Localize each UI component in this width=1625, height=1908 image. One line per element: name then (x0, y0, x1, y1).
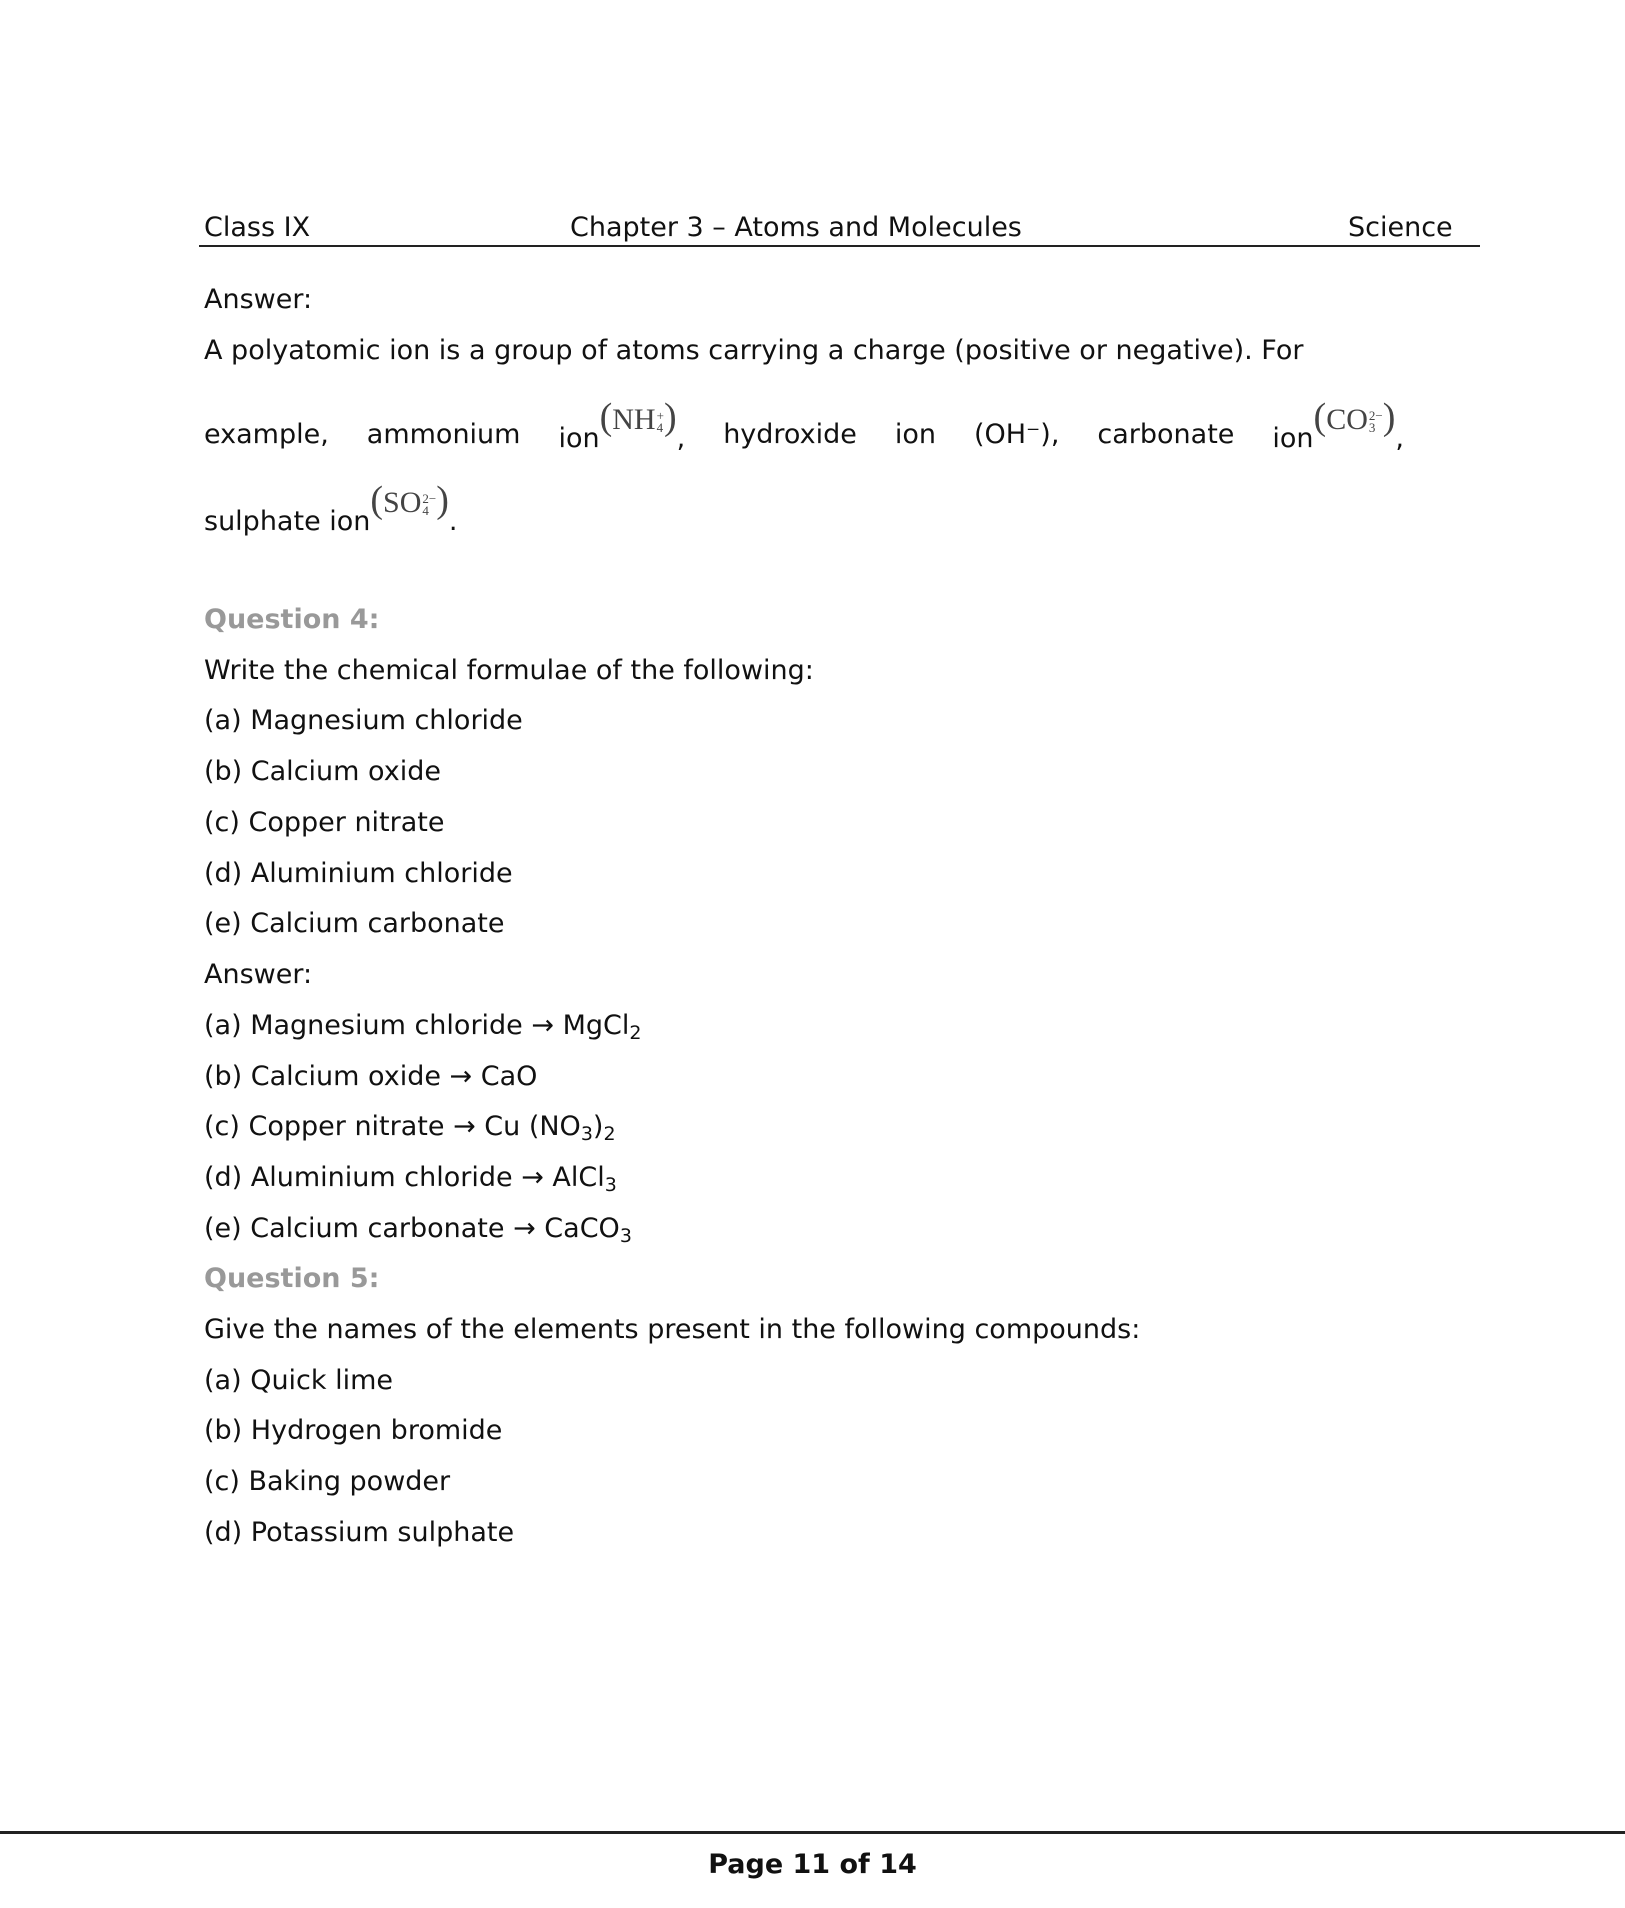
word: carbonate (1097, 419, 1235, 450)
question-4-answer (204, 1060, 537, 1094)
formula-charge: 2− (422, 491, 437, 507)
subscript: 2 (603, 1123, 616, 1145)
question-5-prompt: Give the names of the elements present in the following compounds: (204, 1314, 1141, 1345)
subscript: 2 (629, 1022, 642, 1044)
answer-text-line-1: A polyatomic ion is a group of atoms carrying a charge (positive or negative). For (204, 335, 1304, 366)
answer-text: ) (592, 1111, 604, 1142)
formula-subscript: 4 (656, 420, 664, 436)
word: ion (558, 423, 600, 454)
answer-text-line-2 (204, 396, 1404, 456)
question-5-item: (b) Hydrogen bromide (204, 1415, 503, 1446)
carbonate-formula: (CO 2− 3 ) (1313, 396, 1396, 438)
word: ion (1272, 423, 1314, 454)
question-5-item: (a) Quick lime (204, 1365, 394, 1396)
word: hydroxide (723, 419, 857, 450)
question-4-item: (e) Calcium carbonate (204, 908, 505, 939)
ammonium-formula: (NH + 4 ) (599, 396, 677, 438)
question-5-heading: Question 5: (204, 1263, 380, 1294)
question-4-prompt: Write the chemical formulae of the following: (204, 655, 814, 686)
word: ion (894, 419, 936, 450)
header-chapter: Chapter 3 – Atoms and Molecules (570, 212, 1022, 243)
header-subject: Science (1348, 212, 1453, 243)
subscript: 3 (580, 1123, 593, 1145)
question-4-answer (204, 1161, 617, 1202)
text: sulphate ion (204, 506, 371, 537)
header-divider (199, 245, 1480, 247)
question-4-answer-label: Answer: (204, 959, 313, 990)
answer-text: (c) Copper nitrate → Cu (NO (204, 1111, 581, 1142)
subscript: 3 (619, 1225, 632, 1247)
answer-text: (d) Aluminium chloride → AlCl (204, 1162, 605, 1193)
formula-base: CO (1326, 403, 1368, 436)
question-4-item: (c) Copper nitrate (204, 807, 445, 838)
period: . (448, 506, 458, 537)
subscript: 3 (604, 1174, 617, 1196)
answer-text: (a) Magnesium chloride → MgCl (204, 1010, 630, 1041)
question-5-item: (c) Baking powder (204, 1466, 451, 1497)
formula-subscript: 4 (422, 503, 429, 519)
word: (OH⁻), (973, 419, 1060, 450)
comma: , (676, 423, 686, 454)
formula-charge: 2− (1368, 408, 1383, 424)
ion-group (1272, 396, 1404, 456)
formula-charge: + (656, 408, 664, 424)
answer-text: (e) Calcium carbonate → CaCO (204, 1213, 620, 1244)
sulphate-formula: (SO 2− 4 ) (370, 479, 449, 521)
footer-divider (0, 1831, 1625, 1834)
ion-group (558, 396, 686, 456)
formula-base: SO (383, 486, 422, 519)
question-4-answer (204, 1110, 616, 1151)
comma: , (1395, 423, 1404, 454)
answer-label: Answer: (204, 284, 313, 315)
answer-text: (b) Calcium oxide → CaO (204, 1061, 538, 1092)
question-4-heading: Question 4: (204, 604, 380, 635)
formula-subscript: 3 (1368, 420, 1376, 436)
question-4-answer (204, 1009, 641, 1050)
question-4-item: (d) Aluminium chloride (204, 858, 513, 889)
page-number: Page 11 of 14 (708, 1849, 917, 1880)
formula-base: NH (612, 403, 656, 436)
question-4-answer (204, 1212, 632, 1253)
answer-text-line-3 (204, 479, 458, 539)
question-5-item: (d) Potassium sulphate (204, 1517, 515, 1548)
question-4-item: (a) Magnesium chloride (204, 705, 523, 736)
header-class: Class IX (204, 212, 311, 243)
question-4-item: (b) Calcium oxide (204, 756, 441, 787)
word: ammonium (366, 419, 521, 450)
word: example, (204, 419, 329, 450)
